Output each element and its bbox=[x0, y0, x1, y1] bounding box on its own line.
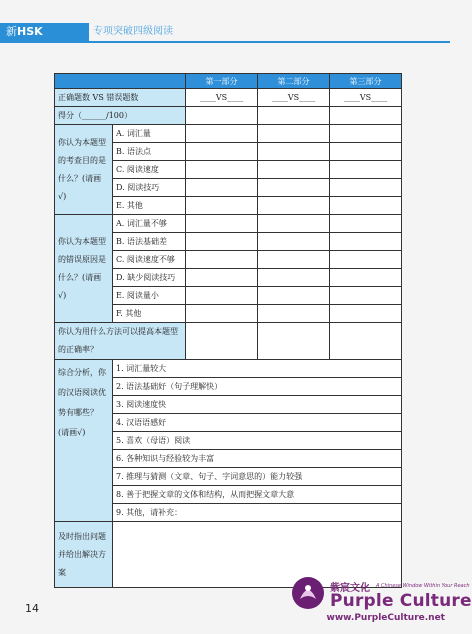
table-row bbox=[55, 215, 402, 233]
option-label: D. 阅读技巧 bbox=[113, 179, 186, 197]
check-cell[interactable] bbox=[258, 197, 330, 215]
check-cell[interactable] bbox=[330, 179, 402, 197]
book-brand: 新HSK bbox=[0, 23, 89, 41]
check-cell[interactable] bbox=[258, 125, 330, 143]
check-cell[interactable] bbox=[330, 161, 402, 179]
check-cell[interactable] bbox=[258, 269, 330, 287]
check-cell[interactable] bbox=[330, 251, 402, 269]
option-label[interactable]: 2. 语法基础好（句子理解快） bbox=[113, 378, 402, 396]
score-cell[interactable] bbox=[186, 107, 258, 125]
check-cell[interactable] bbox=[258, 233, 330, 251]
option-label: C. 阅读速度不够 bbox=[113, 251, 186, 269]
logo-url[interactable]: www.PurpleCulture.net bbox=[326, 613, 445, 623]
logo-chinese-name: 紫宸文化 bbox=[330, 583, 370, 594]
option-label[interactable]: 8. 善于把握文章的文体和结构，从而把握文章大意 bbox=[113, 486, 402, 504]
table-header-row bbox=[55, 74, 402, 89]
option-label: B. 语法点 bbox=[113, 143, 186, 161]
strengths-question: 综合分析，你的汉语阅读优势有哪些？(请画√) bbox=[55, 360, 113, 522]
check-cell[interactable] bbox=[258, 215, 330, 233]
check-cell[interactable] bbox=[258, 287, 330, 305]
check-cell[interactable] bbox=[330, 143, 402, 161]
logo-tagline: A Chinese Window Within Your Reach bbox=[376, 583, 470, 589]
option-label: E. 阅读量小 bbox=[113, 287, 186, 305]
header-corner bbox=[55, 74, 186, 89]
header-rule bbox=[0, 41, 450, 43]
option-label: E. 其他 bbox=[113, 197, 186, 215]
check-cell[interactable] bbox=[186, 305, 258, 323]
score-cell[interactable] bbox=[258, 107, 330, 125]
table-row bbox=[55, 89, 402, 107]
compare-cell[interactable]: ____VS____ bbox=[258, 89, 330, 107]
check-cell[interactable] bbox=[330, 305, 402, 323]
column-header: 第二部分 bbox=[258, 74, 330, 89]
check-cell[interactable] bbox=[258, 305, 330, 323]
score-cell[interactable] bbox=[330, 107, 402, 125]
series-title: 专项突破四级阅读 bbox=[93, 26, 173, 37]
option-label[interactable]: 7. 推理与猜测（文章、句子、字词意思的）能力较强 bbox=[113, 468, 402, 486]
compare-cell[interactable]: ____VS____ bbox=[330, 89, 402, 107]
check-cell[interactable] bbox=[258, 161, 330, 179]
option-label: F. 其他 bbox=[113, 305, 186, 323]
errors-question: 你认为本题型的错误原因是什么？(请画√) bbox=[55, 215, 113, 323]
check-cell[interactable] bbox=[258, 143, 330, 161]
check-cell[interactable] bbox=[186, 269, 258, 287]
check-cell[interactable] bbox=[330, 215, 402, 233]
option-label: A. 词汇量不够 bbox=[113, 215, 186, 233]
option-label[interactable]: 5. 喜欢（母语）阅读 bbox=[113, 432, 402, 450]
option-label[interactable]: 3. 阅读速度快 bbox=[113, 396, 402, 414]
check-cell[interactable] bbox=[186, 125, 258, 143]
check-cell[interactable] bbox=[186, 233, 258, 251]
option-label: D. 缺少阅读技巧 bbox=[113, 269, 186, 287]
answer-cell[interactable] bbox=[330, 323, 402, 360]
check-cell[interactable] bbox=[330, 287, 402, 305]
column-header: 第一部分 bbox=[186, 74, 258, 89]
table-row bbox=[55, 107, 402, 125]
option-label: C. 阅读速度 bbox=[113, 161, 186, 179]
check-cell[interactable] bbox=[330, 233, 402, 251]
table-row bbox=[55, 125, 402, 143]
answer-cell[interactable] bbox=[258, 323, 330, 360]
compare-cell[interactable]: ____VS____ bbox=[186, 89, 258, 107]
check-cell[interactable] bbox=[330, 197, 402, 215]
score-label: 得分（______/100） bbox=[55, 107, 186, 125]
method-question: 你认为用什么方法可以提高本题型的正确率？ bbox=[55, 323, 186, 360]
check-cell[interactable] bbox=[186, 143, 258, 161]
check-cell[interactable] bbox=[330, 125, 402, 143]
page-number: 14 bbox=[25, 602, 39, 615]
option-label: B. 语法基础差 bbox=[113, 233, 186, 251]
check-cell[interactable] bbox=[186, 287, 258, 305]
column-header: 第三部分 bbox=[330, 74, 402, 89]
option-label[interactable]: 6. 各种知识与经验较为丰富 bbox=[113, 450, 402, 468]
check-cell[interactable] bbox=[186, 215, 258, 233]
check-cell[interactable] bbox=[186, 197, 258, 215]
option-label[interactable]: 4. 汉语语感好 bbox=[113, 414, 402, 432]
page-header bbox=[0, 23, 450, 41]
check-cell[interactable] bbox=[258, 179, 330, 197]
self-assessment-table bbox=[54, 73, 402, 588]
solution-question: 及时指出问题并给出解决方案 bbox=[55, 522, 113, 588]
check-cell[interactable] bbox=[330, 269, 402, 287]
purple-culture-icon bbox=[290, 575, 326, 611]
check-cell[interactable] bbox=[186, 161, 258, 179]
check-cell[interactable] bbox=[186, 251, 258, 269]
purpose-question: 你认为本题型的考查目的是什么？(请画√) bbox=[55, 125, 113, 215]
option-label[interactable]: 1. 词汇量较大 bbox=[113, 360, 402, 378]
table-row bbox=[55, 360, 402, 378]
option-label[interactable]: 9. 其他，请补充： bbox=[113, 504, 402, 522]
option-label: A. 词汇量 bbox=[113, 125, 186, 143]
logo-english-name: Purple Culture bbox=[330, 591, 472, 611]
check-cell[interactable] bbox=[258, 251, 330, 269]
publisher-logo bbox=[290, 575, 472, 630]
compare-label: 正确题数 VS 错误题数 bbox=[55, 89, 186, 107]
check-cell[interactable] bbox=[186, 179, 258, 197]
answer-cell[interactable] bbox=[186, 323, 258, 360]
table-row bbox=[55, 323, 402, 360]
